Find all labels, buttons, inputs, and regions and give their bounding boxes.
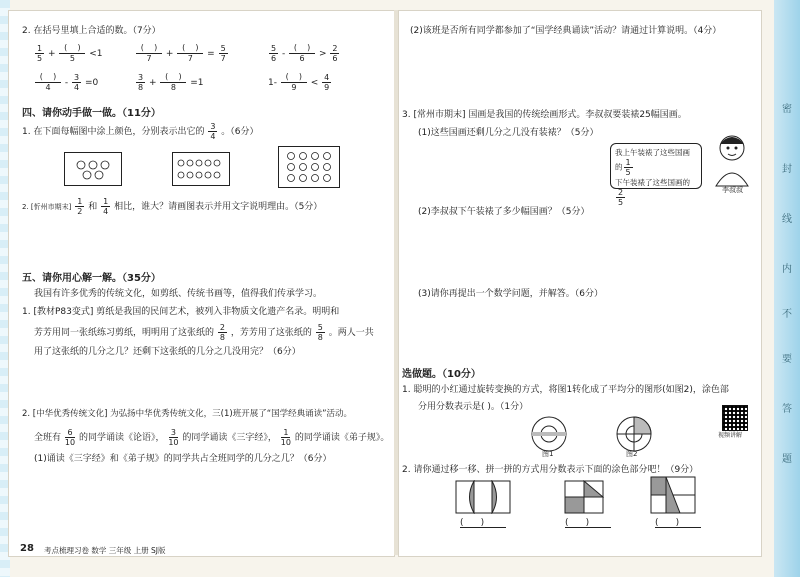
q2-item-1: $\frac{1}{5}$ + $\frac{( )}{5}$ <1: [37, 43, 103, 63]
q2-title: 2. 在括号里填上合适的数。（7分）: [22, 26, 161, 36]
c2-line: 2. 请你通过移一移、拼一拼的方式用分数表示下面的涂色部分吧！（9分）: [402, 465, 699, 475]
side-label: 密: [782, 104, 792, 115]
qr-label: 视频讲解: [718, 432, 743, 439]
side-label: 答: [782, 404, 792, 415]
q2-item-5: $\frac{3}{8}$ + $\frac{( )}{8}$ =1: [138, 72, 204, 92]
shape-figure-3: [650, 476, 696, 514]
side-label: 内: [782, 264, 792, 275]
flower-box-1[interactable]: [64, 152, 122, 186]
side-label: 封: [782, 164, 792, 175]
flower-box-2[interactable]: [172, 152, 230, 186]
footer: 考点梳理习卷 数学 三年级 上册 SJ版: [44, 546, 166, 555]
person-label: 李叔叔: [722, 186, 743, 194]
sec4-q2: 2. [忻州市期末] $\frac{1}{2}$ 和 $\frac{1}{4}$ 相比，谁大？请画图表示并用文字说明理由。（5分）: [22, 197, 323, 216]
shape-figure-2: [564, 480, 604, 514]
side-label: 题: [782, 454, 792, 465]
page-number: 28: [20, 543, 34, 554]
flower-icons: [65, 153, 121, 185]
section-5-title: 五、请你用心解一解。（35分）: [22, 273, 161, 284]
flower-icons: [279, 147, 339, 187]
right-border-decoration: [774, 0, 800, 577]
sec5-q2-line1: 2. [中华优秀传统文化] 为弘扬中华优秀传统文化，三(1)班开展了“国学经典诵读”活动。: [22, 409, 352, 419]
q2-item-6: 1- $\frac{( )}{9}$ < $\frac{4}{9}$: [268, 72, 330, 92]
figure-1: [530, 415, 568, 453]
q2-item-2: $\frac{( )}{7}$ + $\frac{( )}{7}$ = $\frac{5}{7}$: [135, 43, 229, 64]
q2-item-4: $\frac{( )}{4}$ - $\frac{3}{4}$ =0: [34, 72, 98, 93]
q2-sub2: (2)该班是否所有同学都参加了“国学经典诵读”活动？请通过计算说明。（4分）: [410, 26, 722, 36]
sec4-q1: 1. 在下面每幅图中涂上颜色，分别表示出它的 $\frac{3}{4}$ 。（6分）: [22, 122, 259, 141]
qr-code-icon[interactable]: [722, 405, 748, 431]
answer-line-1: [460, 527, 506, 528]
q3-sub3: (3)请你再提出一个数学问题，并解答。（6分）: [418, 289, 603, 299]
sec5-q1-line3: 用了这张纸的几分之几？还剩下这张纸的几分之几没用完？（6分）: [34, 347, 301, 357]
figure-2-label: 图2: [626, 450, 638, 458]
q2-item-3: $\frac{5}{6}$ - $\frac{( )}{6}$ > $\frac{2}{6}$: [271, 43, 338, 63]
c1-line2: 分用分数表示是( )。（1分）: [418, 402, 529, 412]
q3-sub2: (2)李叔叔下午装裱了多少幅国画？（5分）: [418, 207, 590, 217]
q3-sub1: (1)这些国画还剩几分之几没有装裱？（5分）: [418, 128, 599, 138]
shape-figure-1: [455, 480, 511, 514]
sec5-q1-line1: 1. [教材P83变式] 剪纸是我国的民间艺术，被列入非物质文化遗产名录。明明和: [22, 307, 340, 317]
answer-line-2: [565, 527, 611, 528]
figure-1-label: 图1: [542, 450, 554, 458]
side-label: 不: [782, 309, 792, 320]
side-label: 线: [782, 214, 792, 225]
flower-box-3[interactable]: [278, 146, 340, 188]
flower-icons: [173, 153, 229, 185]
sec5-q1-line2: 芳芳用同一张纸练习剪纸，明明用了这张纸的 $\frac{2}{8}$ ，芳芳用了这张纸的 $\frac{5}{8}$ 。两人一共: [34, 323, 374, 342]
speech-bubble: 我上午装裱了这些国画的 $\frac{1}{5}$ 下午装裱了这些国画的 $\frac{2}{5}$: [610, 143, 702, 189]
side-label: 要: [782, 354, 792, 365]
answer-blank-1[interactable]: ( ): [460, 518, 485, 528]
sec5-q2-sub1: (1)诵读《三字经》和《弟子规》的同学共占全班同学的几分之几？（6分）: [34, 454, 332, 464]
q3-line1: 3. [常州市期末] 国画是我国的传统绘画形式。李叔叔要装裱25幅国画。: [402, 110, 687, 120]
c1-line1: 1. 聪明的小红通过旋转变换的方式，将图1转化成了平均分的图形(如图2)，涂色部: [402, 385, 729, 395]
answer-blank-2[interactable]: ( ): [565, 518, 590, 528]
section-4-title: 四、请你动手做一做。（11分）: [22, 108, 161, 119]
choice-title: 选做题。（10分）: [402, 369, 481, 380]
figure-2: [615, 415, 653, 453]
answer-blank-3[interactable]: ( ): [655, 518, 680, 528]
answer-line-3: [655, 527, 701, 528]
sec5-intro: 我国有许多优秀的传统文化，如剪纸、传统书画等，值得我们传承学习。: [34, 289, 323, 299]
sec5-q2-line2: 全班有 $\frac{6}{10}$ 的同学诵读《论语》， $\frac{3}{10}$ 的同学诵读《三字经》， $\frac{1}{10}$ 的同学诵读《弟子规》。: [34, 428, 390, 447]
